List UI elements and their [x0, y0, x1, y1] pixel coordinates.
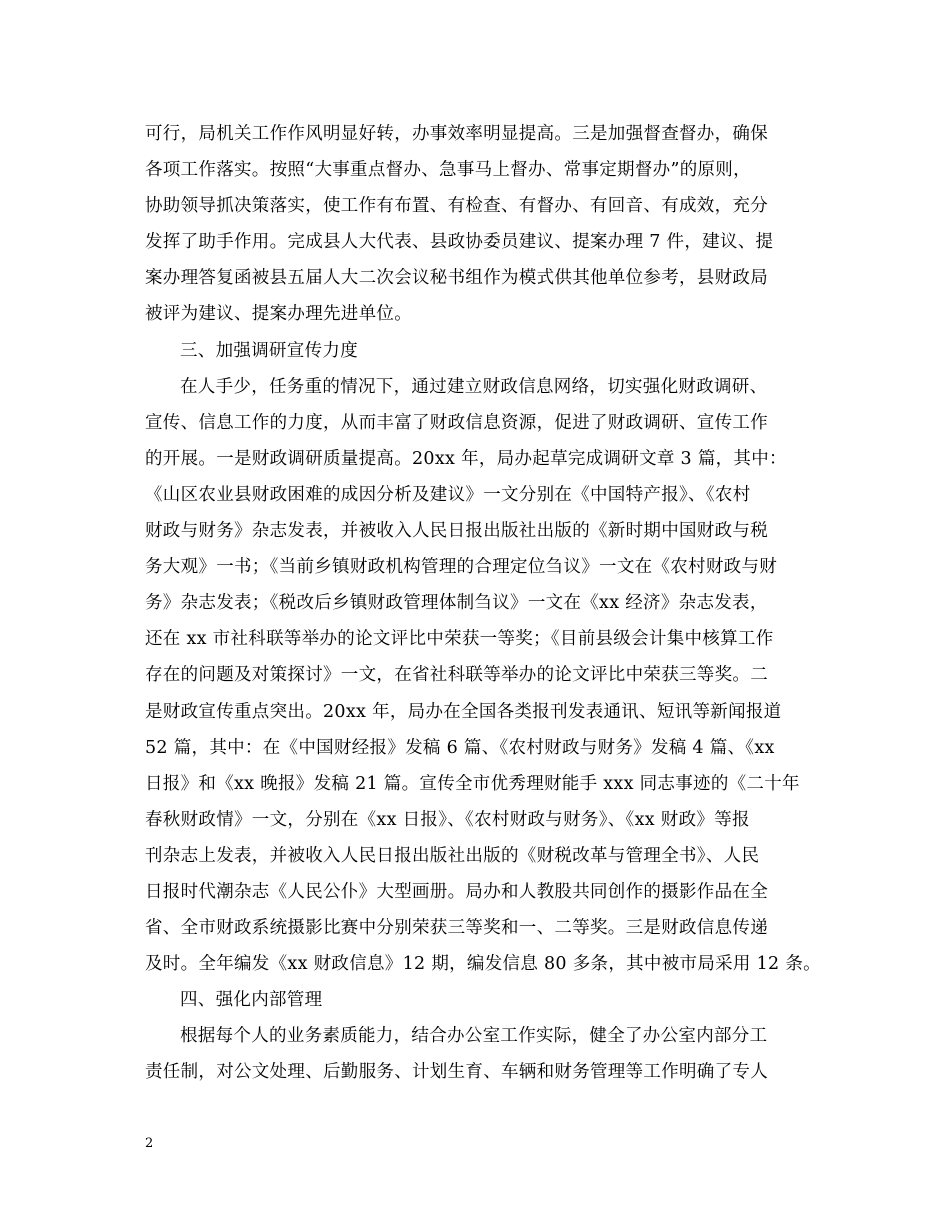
paragraph-line-indented: 三、加强调研宣传力度	[180, 340, 358, 361]
paragraph-line-indented: 四、强化内部管理	[180, 990, 323, 1011]
paragraph-line: 务》杂志发表；《税改后乡镇财政管理体制刍议》一文在《xx 经济》杂志发表，	[145, 593, 768, 614]
paragraph-line: 宣传、信息工作的力度，从而丰富了财政信息资源，促进了财政调研、宣传工作	[145, 412, 768, 433]
paragraph-line: 发挥了助手作用。完成县人大代表、县政协委员建议、提案办理 7 件，建议、提	[145, 232, 774, 253]
paragraph-line: 是财政宣传重点突出。20xx 年，局办在全国各类报刊发表通讯、短讯等新闻报道	[145, 701, 782, 722]
paragraph-line: 《山区农业县财政困难的成因分析及建议》一文分别在《中国特产报》、《农村	[145, 484, 751, 505]
paragraph-line: 的开展。一是财政调研质量提高。20xx 年，局办起草完成调研文章 3 篇，其中：	[145, 448, 787, 469]
paragraph-line-indented: 根据每个人的业务素质能力，结合办公室工作实际，健全了办公室内部分工	[180, 1026, 768, 1047]
paragraph-line: 案办理答复函被县五届人大二次会议秘书组作为模式供其他单位参考，县财政局	[145, 268, 768, 289]
paragraph-line: 及时。全年编发《xx 财政信息》12 期，编发信息 80 多条，其中被市局采用 12 条。	[145, 954, 821, 975]
paragraph-line: 可行，局机关工作作风明显好转，办事效率明显提高。三是加强督查督办，确保	[145, 124, 768, 144]
paragraph-line: 财政与财务》杂志发表，并被收入人民日报出版社出版的《新时期中国财政与税	[145, 521, 768, 542]
paragraph-line: 52 篇，其中：在《中国财经报》发稿 6 篇、《农村财政与财务》发稿 4 篇、《xx	[145, 737, 775, 758]
paragraph-line: 务大观》一书；《当前乡镇财政机构管理的合理定位刍议》一文在《农村财政与财	[145, 557, 778, 578]
page-number: 2	[145, 1136, 154, 1151]
paragraph-line: 被评为建议、提案办理先进单位。	[145, 304, 412, 325]
paragraph-line: 协助领导抓决策落实，使工作有布置、有检查、有督办、有回音、有成效，充分	[145, 196, 768, 217]
paragraph-line: 日报》和《xx 晚报》发稿 21 篇。宣传全市优秀理财能手 xxx 同志事迹的《二十年	[145, 773, 800, 794]
paragraph-line: 还在 xx 市社科联等举办的论文评比中荣获一等奖；《目前县级会计集中核算工作	[145, 629, 774, 650]
paragraph-line: 责任制，对公文处理、后勤服务、计划生育、车辆和财务管理等工作明确了专人	[145, 1062, 768, 1083]
paragraph-line: 各项工作落实。按照“大事重点督办、急事马上督办、常事定期督办”的原则，	[145, 160, 751, 181]
paragraph-line: 存在的问题及对策探讨》一文，在省社科联等举办的论文评比中荣获三等奖。二	[145, 665, 768, 686]
paragraph-line: 省、全市财政系统摄影比赛中分别荣获三等奖和一、二等奖。三是财政信息传递	[145, 918, 768, 939]
paragraph-line: 刊杂志上发表，并被收入人民日报出版社出版的《财税改革与管理全书》、人民	[145, 845, 760, 866]
document-body	[145, 116, 825, 1091]
paragraph-line: 日报时代潮杂志《人民公仆》大型画册。局办和人教股共同创作的摄影作品在全	[145, 881, 768, 902]
paragraph-line-indented: 在人手少，任务重的情况下，通过建立财政信息网络，切实强化财政调研、	[180, 376, 768, 397]
paragraph-line: 春秋财政情》一文，分别在《xx 日报》、《农村财政与财务》、《xx 财政》等报	[145, 809, 750, 830]
